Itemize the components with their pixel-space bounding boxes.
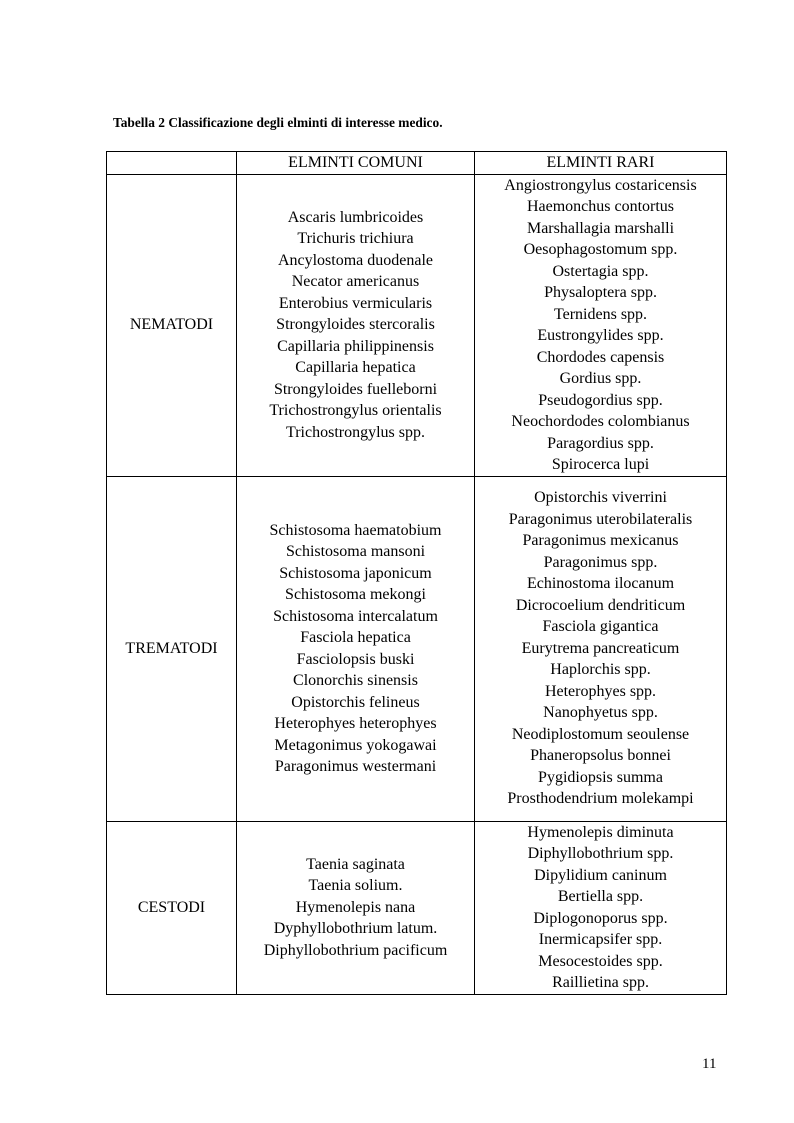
species-entry: Fasciolopsis buski [296, 650, 415, 668]
group-label-nematodes: NEMATODI [107, 174, 237, 476]
species-entry: Opistorchis viverrini [534, 489, 667, 507]
table-row-nematodes [107, 174, 727, 476]
species-entry: Metagonimus yokogawai [274, 736, 437, 754]
species-entry: Mesocestoides spp. [538, 952, 663, 970]
species-entry: Capillaria hepatica [295, 359, 416, 377]
species-entry: Diplogonoporus spp. [533, 909, 668, 927]
species-entry: Echinostoma ilocanum [526, 575, 675, 593]
species-entry: Eurytrema pancreaticum [521, 639, 680, 657]
species-entry: Schistosoma intercalatum [273, 607, 438, 625]
helminth-classification-table [106, 151, 727, 995]
species-entry: Paragonimus westermani [274, 758, 437, 775]
species-entry: Opistorchis felineus [291, 693, 420, 711]
species-entry: Neodiplostomum seoulense [511, 725, 690, 743]
species-entry: Heterophyes spp. [544, 682, 657, 700]
species-entry: Pygidiopsis summa [538, 768, 663, 786]
species-entry: Dicrocoelium dendriticum [515, 596, 686, 614]
species-entry: Diphyllobothrium pacificum [263, 941, 448, 959]
species-entry: Dipylidium caninum [534, 866, 667, 884]
page-number: 11 [702, 1056, 717, 1072]
species-entry: Capillaria philippinensis [277, 337, 434, 355]
species-entry: Diphyllobothrium spp. [527, 845, 674, 862]
species-entry: Spirocerca lupi [551, 456, 650, 473]
rare-species-list [475, 174, 727, 476]
species-entry: Taenia solium. [308, 877, 403, 895]
species-entry: Schistosoma haematobium [269, 521, 442, 539]
species-entry: Oesophagostomum spp. [523, 241, 678, 258]
species-entry: Schistosoma mekongi [285, 586, 426, 603]
species-entry: Pseudogordius spp. [538, 391, 663, 409]
species-entry: Raillietina spp. [552, 974, 649, 991]
species-entry: Heterophyes heterophyes [274, 715, 437, 732]
species-entry: Enterobius vermicularis [278, 294, 433, 312]
species-entry: Ascaris lumbricoides [287, 208, 424, 226]
species-entry: Ternidens spp. [553, 305, 648, 323]
species-entry: Hymenolepis nana [295, 898, 416, 916]
group-label-trematodes: TREMATODI [107, 476, 237, 821]
species-entry: Ancylostoma duodenale [277, 251, 434, 269]
species-entry: Necator americanus [291, 273, 420, 291]
species-entry: Taenia saginata [306, 855, 405, 873]
species-entry: Trichuris trichiura [297, 230, 414, 248]
header-rare-helminths: ELMINTI RARI [475, 152, 727, 175]
species-entry: Clonorchis sinensis [293, 672, 418, 689]
rare-species-list [475, 821, 727, 994]
species-entry: Fasciola gigantica [542, 618, 659, 636]
species-entry: Hymenolepis diminuta [527, 823, 674, 841]
species-entry: Ostertagia spp. [552, 262, 649, 280]
table-caption: Tabella 2 Classificazione degli elminti di interesse medico. [113, 115, 443, 130]
species-entry: Nanophyetus spp. [543, 704, 658, 722]
rare-species-list [475, 476, 727, 821]
species-entry: Phaneropsolus bonnei [530, 747, 671, 765]
species-entry: Gordius spp. [559, 370, 642, 387]
common-species-list [237, 821, 475, 994]
table-header-row [107, 152, 727, 175]
species-entry: Eustrongylides spp. [537, 327, 664, 344]
common-species-list [237, 476, 475, 821]
species-entry: Schistosoma mansoni [285, 543, 426, 560]
species-entry: Paragonimus uterobilateralis [508, 510, 693, 528]
species-entry: Haplorchis spp. [550, 661, 651, 679]
species-entry: Bertiella spp. [557, 888, 644, 905]
species-entry: Dyphyllobothrium latum. [273, 920, 438, 938]
header-common-helminths: ELMINTI COMUNI [237, 152, 475, 175]
header-empty-cell [107, 152, 237, 175]
species-entry: Angiostrongylus costaricensis [504, 176, 697, 194]
species-entry: Paragordius spp. [547, 434, 654, 452]
species-entry: Paragonimus spp. [543, 553, 658, 571]
species-entry: Chordodes capensis [536, 348, 665, 366]
table-row-trematodes [107, 476, 727, 821]
species-entry: Haemonchus contortus [526, 198, 675, 215]
species-entry: Inermicapsifer spp. [538, 931, 663, 948]
species-entry: Strongyloides fuelleborni [273, 380, 438, 398]
table-row-cestodes [107, 821, 727, 994]
group-label-cestodes: CESTODI [107, 821, 237, 994]
species-entry: Marshallagia marshalli [526, 219, 675, 237]
common-species-list [237, 174, 475, 476]
species-entry: Neochordodes colombianus [511, 413, 690, 430]
species-entry: Trichostrongylus spp. [286, 423, 425, 441]
species-entry: Prosthodendrium molekampi [507, 790, 694, 808]
species-entry: Trichostrongylus orientalis [269, 402, 442, 420]
species-entry: Schistosoma japonicum [279, 564, 432, 582]
species-entry: Fasciola hepatica [300, 629, 411, 646]
species-entry: Paragonimus mexicanus [522, 532, 679, 550]
species-entry: Physaloptera spp. [544, 284, 657, 301]
species-entry: Strongyloides stercoralis [276, 316, 435, 334]
